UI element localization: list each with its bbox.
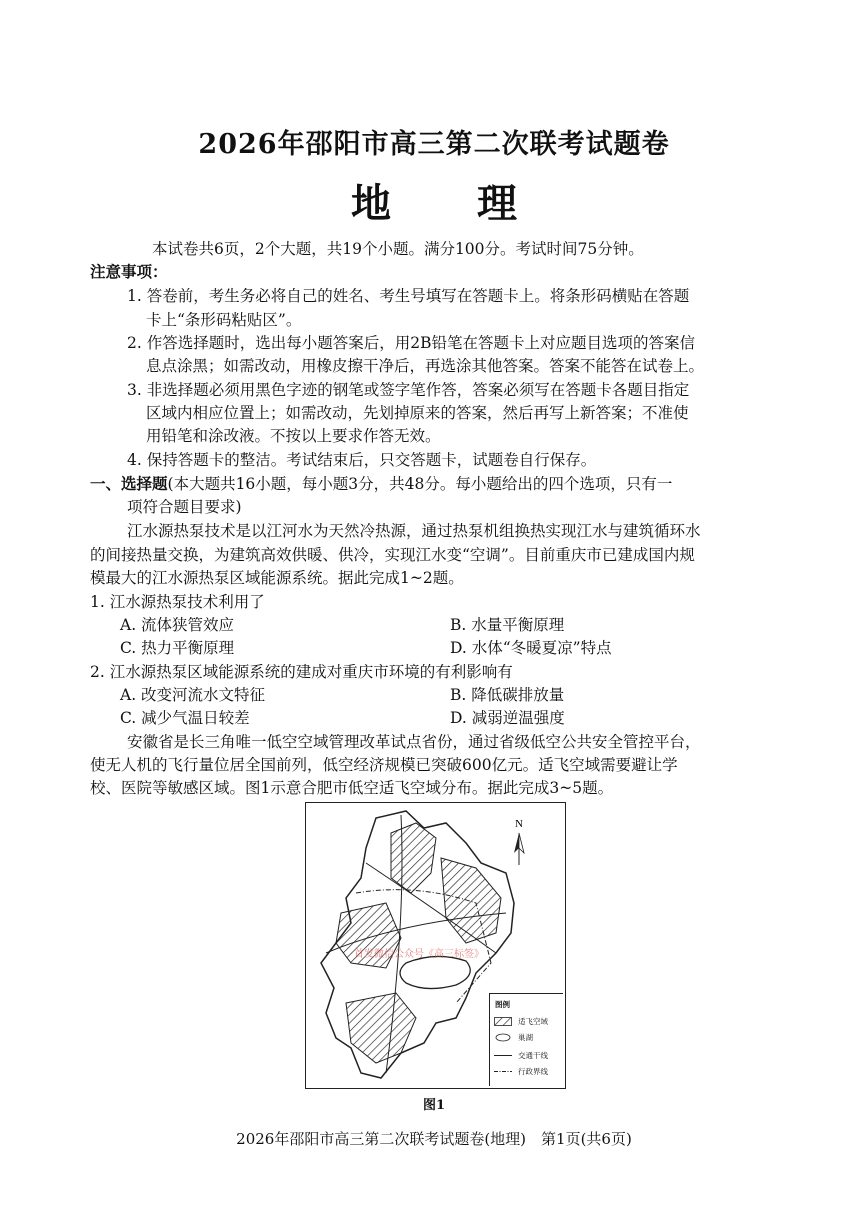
legend-label: 交通干线: [518, 1051, 548, 1060]
question-2-option-d: D. 减弱逆温强度: [450, 709, 565, 727]
legend-label: 巢湖: [518, 1033, 533, 1042]
question-2-stem: 2. 江水源热泵区域能源系统的建成对重庆市环境的有利影响有: [90, 663, 513, 681]
question-1-option-a: A. 流体狭管效应: [120, 616, 235, 634]
exam-title: 2026年邵阳市高三第二次联考试题卷: [198, 129, 670, 160]
notice-heading: 注意事项：: [90, 262, 168, 281]
passage1-line: 江水源热泵技术是以江河水为天然冷热源，通过热泵机组换热实现江水与建筑循环水: [127, 522, 701, 540]
question-2-option-b: B. 降低碳排放量: [450, 686, 565, 704]
line-swatch-icon: [494, 1051, 512, 1060]
question-2-option-c: C. 减少气温日较差: [120, 709, 250, 727]
section1-title: 一、选择题: [90, 474, 168, 493]
chaohu-lake: [400, 956, 470, 988]
section1-header: [90, 473, 672, 495]
question-1-stem: 1. 江水源热泵技术利用了: [90, 593, 265, 611]
watermark: 首发微信公众号《高三标签》: [354, 949, 484, 960]
passage2-line: 校、医院等敏感区域。图1示意合肥市低空适飞空域分布。据此完成3~5题。: [90, 779, 614, 797]
subject-title: 地 理: [351, 180, 553, 227]
section1-desc: (本大题共16小题，每小题3分，共48分。每小题给出的四个选项，只有一: [167, 475, 673, 493]
notice-line: 1. 答卷前，考生务必将自己的姓名、考生号填写在答题卡上。将条形码横贴在答题: [127, 287, 690, 305]
section1-desc-cont: 项符合题目要求): [127, 498, 242, 516]
notice-line: 卡上“条形码粘贴区”。: [146, 311, 302, 329]
legend-item-boundary: [494, 1066, 562, 1078]
legend-item-transport: [494, 1050, 562, 1062]
notice-line: 3. 非选择题必须用黑色字迹的钢笔或签字笔作答，答案必须写在答题卡各题目指定: [127, 381, 690, 399]
hefei-airspace-map: [305, 802, 566, 1089]
dashed-line-swatch-icon: [494, 1067, 512, 1076]
question-1-option-c: C. 热力平衡原理: [120, 639, 235, 657]
map-legend: [489, 993, 563, 1086]
legend-label: 适飞空域: [518, 1017, 548, 1026]
notice-line: 4. 保持答题卡的整洁。考试结束后，只交答题卡，试题卷自行保存。: [127, 451, 597, 469]
notice-line: 息点涂黑；如需改动，用橡皮擦干净后，再选涂其他答案。答案不能答在试卷上。: [146, 357, 705, 375]
notice-line: 2. 作答选择题时，选出每小题答案后，用2B铅笔在答题卡上对应题目选项的答案信: [127, 334, 695, 352]
north-label: N: [515, 818, 523, 830]
question-2-option-a: A. 改变河流水文特征: [120, 686, 266, 704]
passage2-line: 安徽省是长三角唯一低空空域管理改革试点省份，通过省级低空公共安全管控平台，: [127, 733, 701, 751]
passage2-line: 使无人机的飞行量位居全国前列，低空经济规模已突破600亿元。适飞空域需要避让学: [90, 756, 678, 774]
question-1-option-b: B. 水量平衡原理: [450, 616, 565, 634]
legend-title: 图例: [495, 1000, 510, 1009]
legend-item-lake: [494, 1032, 562, 1044]
passage1-line: 的间接热量交换，为建筑高效供暖、供冷，实现江水变“空调”。目前重庆市已建成国内规: [90, 546, 695, 564]
page-footer: 2026年邵阳市高三第二次联考试题卷(地理) 第1页(共6页): [236, 1130, 632, 1148]
exam-intro: 本试卷共6页，2个大题，共19个小题。满分100分。考试时间75分钟。: [152, 240, 644, 258]
legend-label: 行政界线: [518, 1067, 548, 1076]
lake-swatch-icon: [494, 1033, 512, 1042]
question-1-option-d: D. 水体“冬暖夏凉”特点: [450, 639, 612, 657]
hatch-swatch-icon: [494, 1017, 512, 1026]
notice-line: 区域内相应位置上；如需改动，先划掉原来的答案，然后再写上新答案；不准使: [146, 404, 689, 422]
legend-item-airspace: [494, 1016, 562, 1028]
notice-line: 用铅笔和涂改液。不按以上要求作答无效。: [146, 427, 441, 445]
north-arrow-icon: [514, 833, 524, 865]
passage1-line: 模最大的江水源热泵区域能源系统。据此完成1~2题。: [90, 569, 464, 587]
figure-caption: 图1: [422, 1098, 446, 1113]
